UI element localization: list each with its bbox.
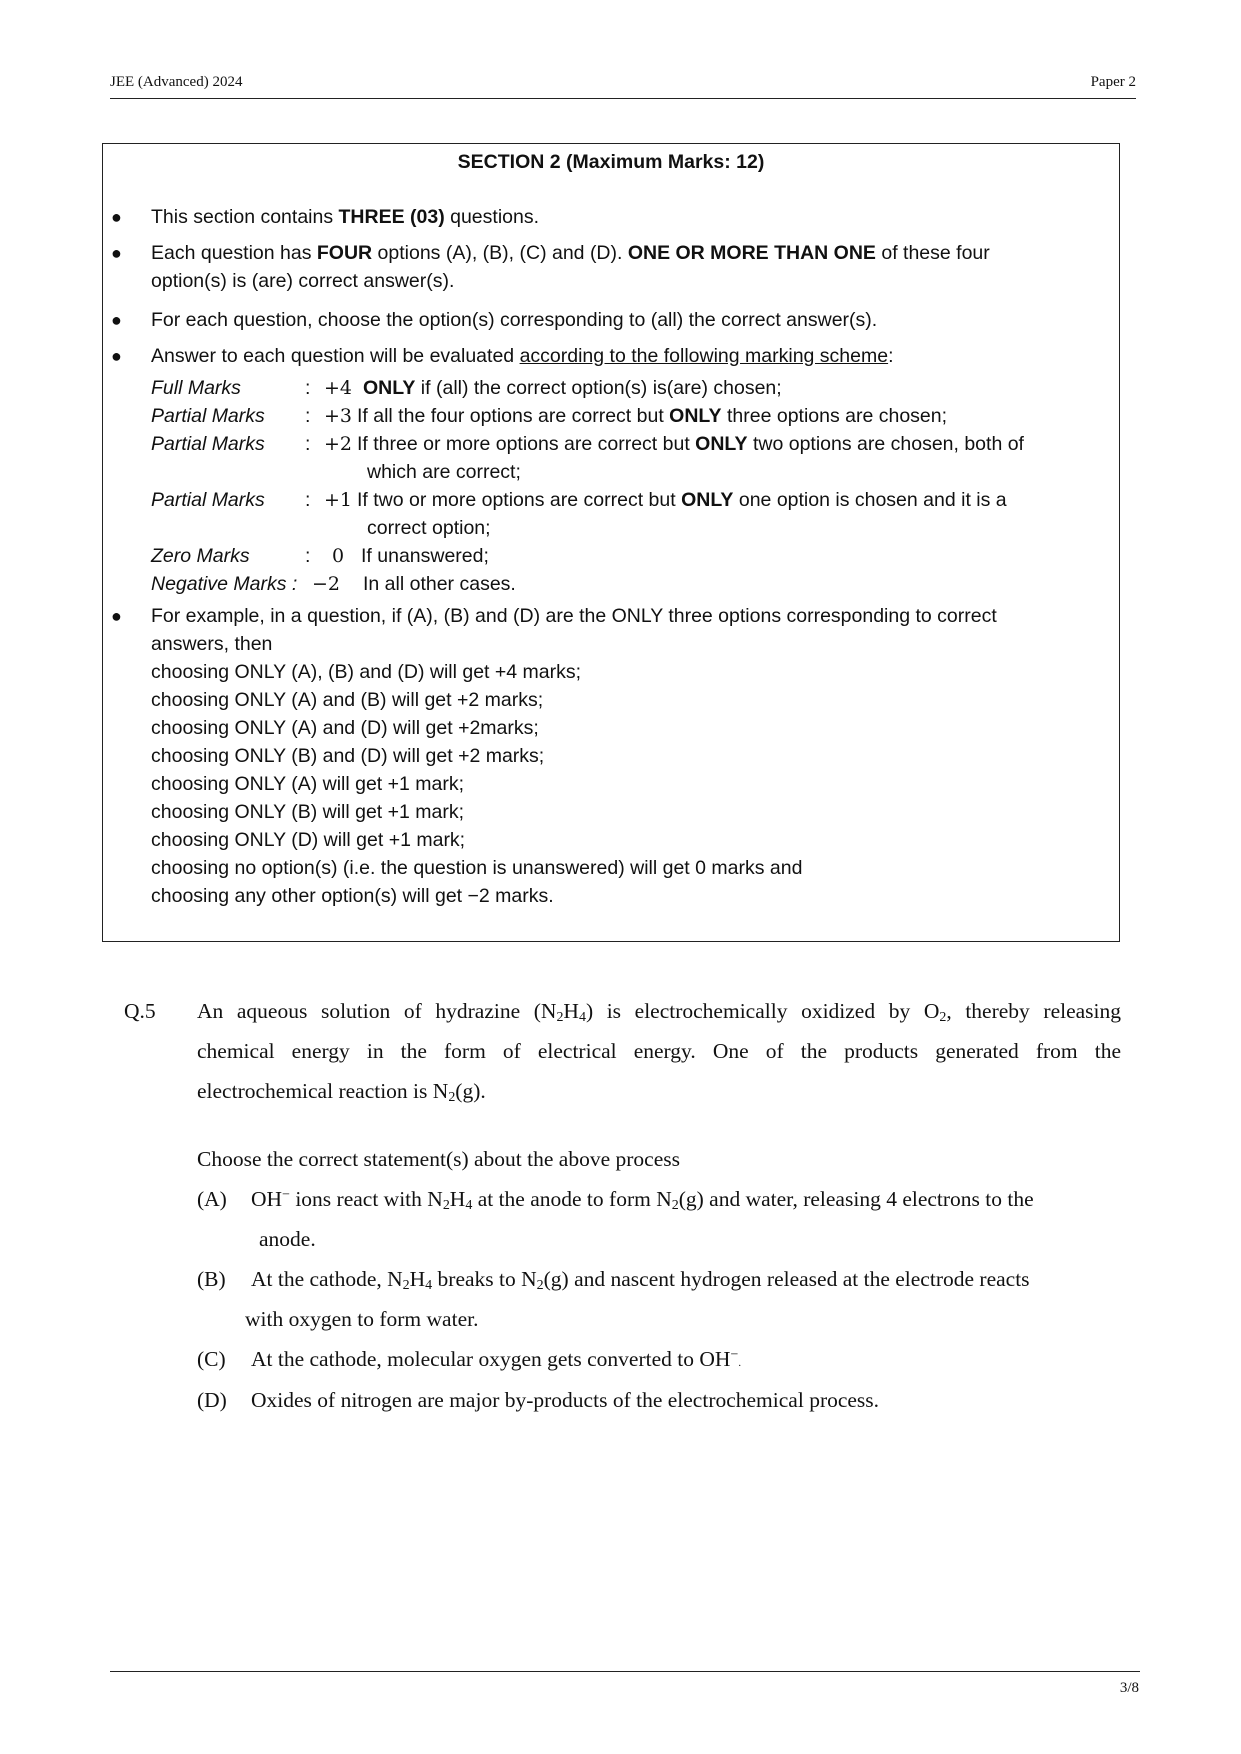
instruction-text: For each question, choose the option(s) corresponding to (all) the correct answer(s). [151,309,878,331]
marking-row-negative [151,570,1101,598]
bullet-icon: ● [111,243,122,263]
example-line: choosing no option(s) (i.e. the question is unanswered) will get 0 marks and [151,857,803,879]
option-label: (B) [197,1267,226,1291]
marks-value: +4 [324,377,353,399]
marking-row-zero [151,542,1101,570]
example-line: choosing ONLY (A) and (B) will get +2 marks; [151,689,544,711]
option-text: OH− ions react with $N_2H_4$ at the anode to form $N_2(g)$ and water, releasing 4 electrons to the [251,1187,1034,1213]
marks-description: In all other cases. [363,573,516,595]
marks-value: +2 [324,433,353,455]
marks-label: Negative Marks : [151,573,298,595]
marks-value: −2 [312,573,341,595]
marks-description: If two or more options are correct but ONLY one option is chosen and it is a [357,489,1007,511]
marks-value: +3 [324,405,353,427]
marks-continuation: which are correct; [367,461,521,483]
marking-row-continuation [151,514,1101,542]
option-label: (C) [197,1347,226,1371]
instruction-text: This section contains THREE (03) questions. [151,206,540,228]
example-line: choosing ONLY (A) and (D) will get +2marks; [151,717,539,739]
marks-label: Full Marks [151,377,241,399]
marking-row-partial-3 [151,402,1101,430]
example-line: choosing ONLY (B) will get +1 mark; [151,801,465,823]
footer-divider [110,1671,1140,1672]
example-list [151,658,1101,910]
bullet-icon: ● [111,346,122,366]
marks-colon: : [305,489,311,511]
bullet-icon: ● [111,606,122,626]
instruction-text: Answer to each question will be evaluated according to the following marking scheme: [151,345,894,367]
example-line: choosing ONLY (A), (B) and (D) will get +4 marks; [151,661,582,683]
marks-colon: : [305,433,311,455]
marks-description: ONLY if (all) the correct option(s) is(are) chosen; [363,377,782,399]
question-number: Q.5 [124,999,156,1023]
question-line: chemical energy in the form of electrical energy. One of the products generated from the [197,1039,1121,1063]
page-header [110,74,1136,99]
question-line: electrochemical reaction is $N_2(g)$. [197,1079,486,1105]
marks-description: If three or more options are correct but ONLY two options are chosen, both of [357,433,1024,455]
marking-row-partial-1 [151,486,1101,514]
marks-label: Zero Marks [151,545,250,567]
marks-label: Partial Marks [151,489,265,511]
marks-colon: : [305,545,311,567]
exam-title: JEE (Advanced) 2024 [110,74,243,90]
example-line: choosing ONLY (D) will get +1 mark; [151,829,466,851]
marking-row-continuation [151,458,1101,486]
option-label: (A) [197,1187,227,1211]
example-line: choosing ONLY (A) will get +1 mark; [151,773,465,795]
option-label: (D) [197,1388,227,1412]
marks-value: +1 [324,489,353,511]
option-text: At the cathode, molecular oxygen gets converted to OH−. [251,1347,742,1371]
marking-row-partial-2 [151,430,1101,458]
question-text [197,991,1121,1111]
section-instructions-box [102,143,1120,942]
bullet-icon: ● [111,310,122,330]
marks-colon: : [305,377,311,399]
marks-label: Partial Marks [151,433,265,455]
option-text: At the cathode, $N_2H_4$ breaks to $N_2(g)$ and nascent hydrogen released at the electrode reacts [251,1267,1030,1293]
paper-label: Paper 2 [1090,74,1136,90]
marks-continuation: correct option; [367,517,491,539]
bullet-icon: ● [111,207,122,227]
example-line: choosing ONLY (B) and (D) will get +2 marks; [151,745,545,767]
option-text-continuation: anode. [259,1227,316,1251]
marks-description: If unanswered; [361,545,489,567]
section-title: SECTION 2 (Maximum Marks: 12) [457,151,765,173]
option-text-continuation: with oxygen to form water. [245,1307,479,1331]
question-prompt: Choose the correct statement(s) about the above process [197,1147,680,1171]
marks-colon: : [305,405,311,427]
option-text: Oxides of nitrogen are major by-products of the electrochemical process. [251,1388,880,1412]
marks-label: Partial Marks [151,405,265,427]
marking-row-full [151,374,1101,402]
example-text: For example, in a question, if (A), (B) and (D) are the ONLY three options corresponding to correct answers, then [151,605,997,655]
instruction-text: Each question has FOUR options (A), (B), (C) and (D). ONE OR MORE THAN ONE of these four option(s) is (are) correct answer(s). [151,242,990,292]
marks-description: If all the four options are correct but ONLY three options are chosen; [357,405,948,427]
example-line: choosing any other option(s) will get −2 marks. [151,885,554,907]
marks-value: 0 [332,545,345,567]
question-line: An aqueous solution of hydrazine $(N_2H_4)$ is electrochemically oxidized by $O_2$, thereby releasing [197,999,1122,1025]
page-number: 3/8 [1119,1680,1139,1696]
